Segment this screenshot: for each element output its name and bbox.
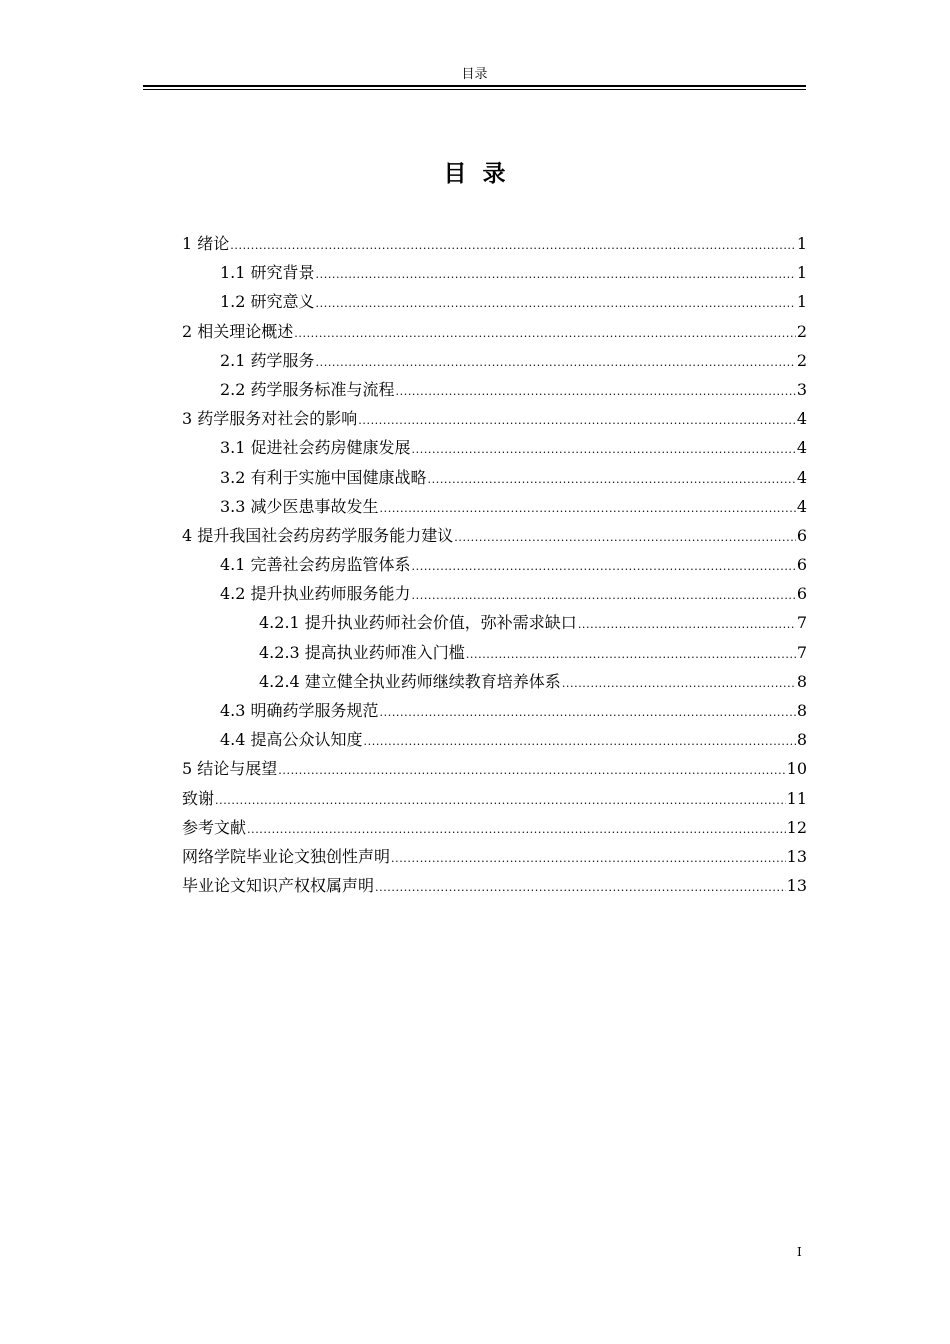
toc-entry-title: 致谢: [182, 788, 215, 808]
toc-entry[interactable]: [182, 667, 807, 696]
toc-entry-title: 3.2 有利于实施中国健康战略: [220, 467, 427, 487]
toc-entry-page: 7: [796, 613, 807, 633]
toc-entry-page: 4: [796, 438, 807, 458]
toc-entry[interactable]: [182, 754, 807, 783]
toc-entry[interactable]: [182, 229, 807, 258]
toc-entry-title: 毕业论文知识产权权属声明: [182, 876, 375, 896]
toc-dot-leader: [454, 523, 796, 552]
toc-dot-leader: [578, 610, 796, 639]
toc-dot-leader: [358, 406, 796, 435]
toc-entry-title: 网络学院毕业论文独创性声明: [182, 846, 391, 866]
toc-entry-page: 13: [786, 876, 807, 896]
toc-entry-page: 2: [796, 350, 807, 370]
toc-dot-leader: [316, 260, 796, 289]
toc-entry-title: 4.2.4 建立健全执业药师继续教育培养体系: [259, 671, 561, 691]
header-rule-thin: [143, 89, 806, 90]
toc-dot-leader: [230, 231, 796, 260]
toc-dot-leader: [466, 640, 796, 669]
toc-entry[interactable]: [182, 842, 807, 871]
toc-entry[interactable]: [182, 492, 807, 521]
toc-entry-title: 1.2 研究意义: [220, 292, 315, 312]
toc-entry[interactable]: [182, 550, 807, 579]
toc-dot-leader: [294, 319, 796, 348]
toc-entry[interactable]: [182, 433, 807, 462]
toc-dot-leader: [316, 348, 796, 377]
running-header: 目录: [461, 67, 488, 82]
toc-entry-title: 2 相关理论概述: [182, 321, 294, 341]
toc-title: 目 录: [443, 160, 506, 187]
toc-entry-title: 1.1 研究背景: [220, 263, 315, 283]
toc-dot-leader: [316, 289, 796, 318]
toc-entry-page: 3: [796, 379, 807, 399]
toc-entry[interactable]: [182, 463, 807, 492]
toc-entry[interactable]: [182, 404, 807, 433]
toc-entry-page: 6: [796, 584, 807, 604]
toc-entry-title: 3 药学服务对社会的影响: [182, 409, 358, 429]
toc-dot-leader: [247, 815, 786, 844]
toc-entry-title: 4.2.3 提高执业药师准入门槛: [259, 642, 465, 662]
toc-entry-page: 4: [796, 467, 807, 487]
toc-entry-title: 4.3 明确药学服务规范: [220, 701, 379, 720]
toc-entry-title: 2.2 药学服务标准与流程: [220, 379, 395, 399]
toc-entry[interactable]: [182, 375, 807, 404]
toc-entry-page: 8: [796, 730, 807, 750]
toc-entry[interactable]: [182, 784, 807, 813]
toc-entry-title: 4 提升我国社会药房药学服务能力建议: [182, 525, 454, 545]
toc-entry-title: 4.4 提高公众认知度: [220, 730, 363, 750]
toc-dot-leader: [562, 669, 796, 698]
toc-entry[interactable]: [182, 579, 807, 608]
toc-entry-title: 4.1 完善社会药房监管体系: [220, 555, 411, 575]
toc-entry[interactable]: [182, 608, 807, 637]
toc-entry-page: 6: [796, 555, 807, 575]
table-of-contents: [182, 229, 807, 900]
toc-entry[interactable]: [182, 871, 807, 900]
toc-entry[interactable]: [182, 521, 807, 550]
toc-entry-title: 3.3 减少医患事故发生: [220, 496, 379, 516]
toc-entry[interactable]: [182, 813, 807, 842]
toc-entry-title: 4.2.1 提升执业药师社会价值，弥补需求缺口: [259, 613, 577, 633]
toc-dot-leader: [375, 873, 786, 902]
toc-entry-page: 2: [796, 321, 807, 341]
toc-entry-page: 4: [796, 496, 807, 516]
toc-dot-leader: [380, 494, 796, 523]
toc-entry-title: 5 结论与展望: [182, 759, 278, 779]
toc-entry-page: 1: [796, 263, 807, 283]
toc-entry-page: 8: [796, 671, 807, 691]
toc-dot-leader: [364, 727, 796, 756]
toc-entry-page: 1: [796, 292, 807, 312]
toc-dot-leader: [380, 698, 796, 727]
toc-entry[interactable]: [182, 346, 807, 375]
toc-entry-page: 11: [786, 788, 807, 808]
toc-entry[interactable]: [182, 287, 807, 316]
toc-entry[interactable]: [182, 696, 807, 725]
toc-dot-leader: [215, 786, 786, 815]
toc-entry[interactable]: [182, 317, 807, 346]
toc-dot-leader: [412, 435, 796, 464]
page-number: I: [797, 1245, 802, 1259]
toc-entry-page: 4: [796, 409, 807, 429]
toc-entry-page: 7: [796, 642, 807, 662]
toc-dot-leader: [412, 552, 796, 581]
toc-entry[interactable]: [182, 638, 807, 667]
toc-entry-title: 2.1 药学服务: [220, 350, 315, 370]
toc-entry-page: 10: [786, 759, 807, 779]
toc-entry-title: 3.1 促进社会药房健康发展: [220, 438, 411, 458]
toc-entry-title: 4.2 提升执业药师服务能力: [220, 584, 411, 604]
toc-entry[interactable]: [182, 725, 807, 754]
toc-entry-page: 12: [786, 817, 807, 837]
toc-dot-leader: [391, 844, 786, 873]
toc-entry-page: 6: [796, 525, 807, 545]
toc-entry-page: 13: [786, 846, 807, 866]
toc-entry-title: 1 绪论: [182, 234, 230, 253]
toc-dot-leader: [428, 465, 796, 494]
toc-entry-page: 8: [796, 701, 807, 720]
toc-dot-leader: [396, 377, 796, 406]
header-rule: [143, 85, 806, 87]
toc-dot-leader: [412, 581, 796, 610]
toc-dot-leader: [278, 756, 785, 785]
toc-entry[interactable]: [182, 258, 807, 287]
toc-entry-title: 参考文献: [182, 817, 247, 837]
toc-entry-page: 1: [796, 234, 807, 253]
